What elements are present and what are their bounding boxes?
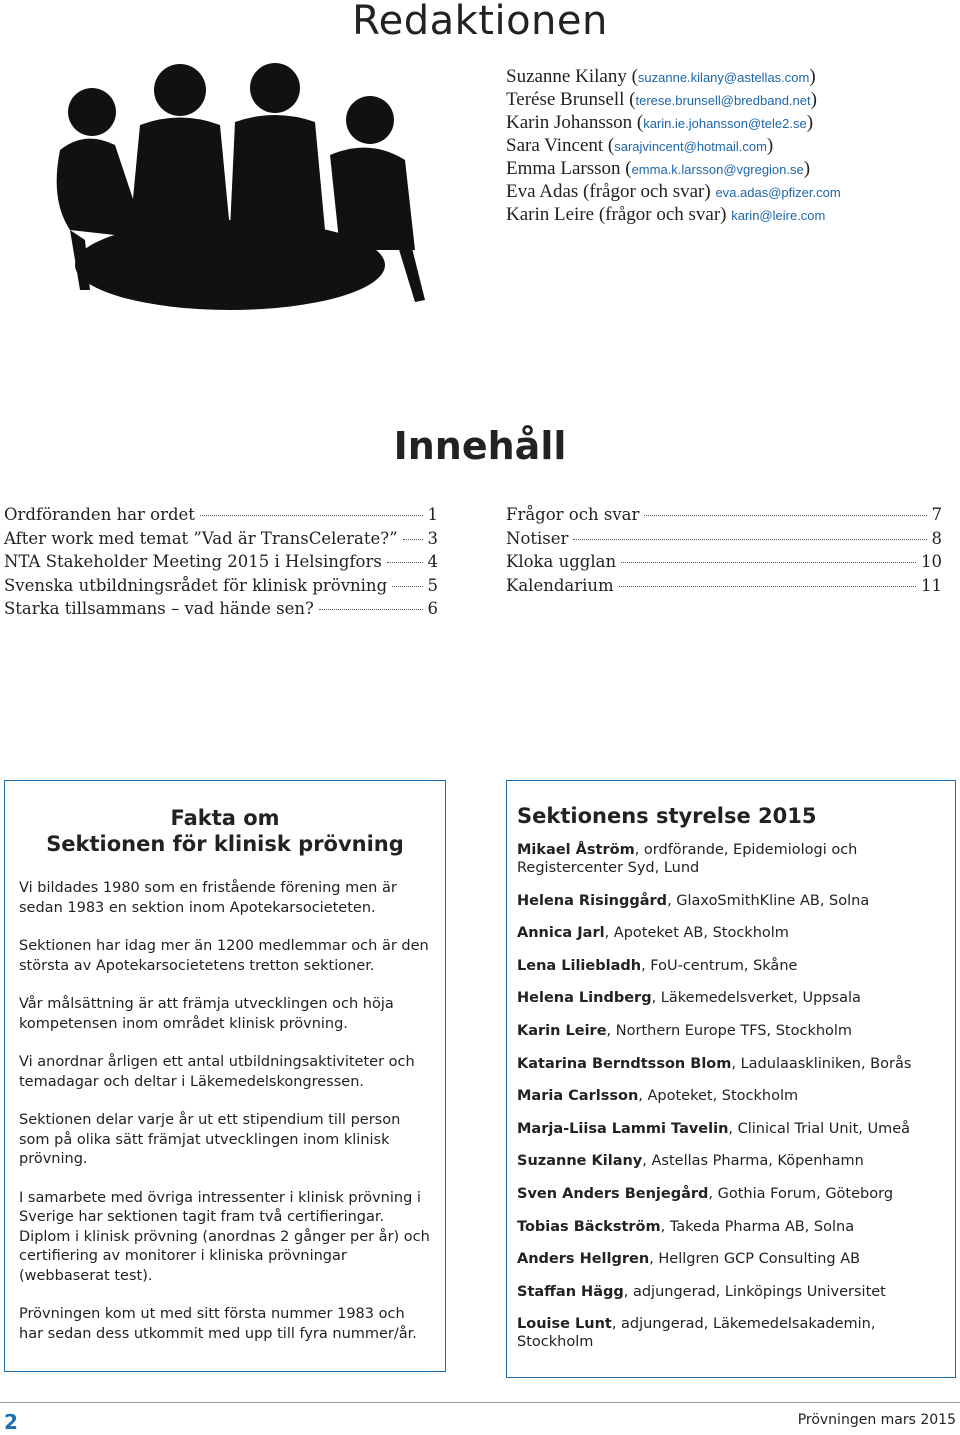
- contact-line: Terése Brunsell (terese.brunsell@bredband.net): [506, 89, 817, 110]
- page-number: 2: [4, 1410, 18, 1434]
- page-title: Redaktionen: [352, 0, 608, 44]
- email-link[interactable]: eva.adas@pfizer.com: [715, 185, 841, 200]
- board-member: Anders Hellgren, Hellgren GCP Consulting AB: [517, 1251, 861, 1268]
- board-member: Suzanne Kilany, Astellas Pharma, Köpenhamn: [517, 1153, 864, 1170]
- contact-line: Emma Larsson (emma.k.larsson@vgregion.se): [506, 158, 811, 179]
- board-member: Annica Jarl, Apoteket AB, Stockholm: [517, 925, 789, 942]
- board-member: Staffan Hägg, adjungerad, Linköpings Universitet: [517, 1283, 886, 1300]
- email-link[interactable]: sarajvincent@hotmail.com: [614, 139, 767, 154]
- toc-entry[interactable]: After work med temat ”Vad är TransCelerate?” 3: [4, 528, 438, 548]
- fakta-paragraph: Sektionen delar varje år ut ett stipendium till person som på olika sätt främjat utvecklingen inom klinisk prövning.: [19, 1112, 401, 1167]
- board-member: Sven Anders Benjegård, Gothia Forum, Göteborg: [517, 1185, 894, 1202]
- board-member: Lena Liliebladh, FoU-centrum, Skåne: [517, 957, 798, 974]
- editorial-contacts: [506, 66, 946, 227]
- board-member: Karin Leire, Northern Europe TFS, Stockholm: [517, 1022, 853, 1039]
- fakta-paragraph: Vi bildades 1980 som en fristående förening men är sedan 1983 en sektion inom Apotekarsocieteten.: [19, 880, 397, 916]
- board-member: Helena Lindberg, Läkemedelsverket, Uppsala: [517, 990, 861, 1007]
- fakta-box: [4, 780, 446, 1372]
- board-member-list: [517, 841, 945, 1351]
- toc-entry[interactable]: Svenska utbildningsrådet för klinisk prövning 5: [4, 575, 438, 595]
- board-member: Tobias Bäckström, Takeda Pharma AB, Solna: [517, 1218, 855, 1235]
- toc-entry[interactable]: Ordföranden har ordet 1: [4, 505, 438, 524]
- fakta-paragraph: Prövningen kom ut med sitt första nummer 1983 och har sedan dess utkommit med upp till fyra nummer/år.: [19, 1306, 417, 1342]
- contact-line: Eva Adas (frågor och svar) eva.adas@pfizer.com: [506, 181, 841, 202]
- board-member: Mikael Åström, ordförande, Epidemiologi och Registercenter Syd, Lund: [517, 842, 858, 876]
- board-member: Marja-Liisa Lammi Tavelin, Clinical Trial Unit, Umeå: [517, 1120, 911, 1137]
- toc-title: Innehåll: [393, 424, 567, 468]
- fakta-paragraph: Vi anordnar årligen ett antal utbildningsaktiviteter och temadagar och deltar i Läkemedelskongressen.: [19, 1054, 415, 1090]
- email-link[interactable]: suzanne.kilany@astellas.com: [637, 70, 810, 85]
- board-member: Katarina Berndtsson Blom, Ladulaaskliniken, Borås: [517, 1055, 912, 1072]
- publication-footer: Prövningen mars 2015: [797, 1412, 956, 1428]
- meeting-silhouette-image: [30, 50, 430, 310]
- toc-entry[interactable]: Frågor och svar 7: [506, 505, 942, 524]
- board-member: Louise Lunt, adjungerad, Läkemedelsakademin, Stockholm: [517, 1316, 876, 1351]
- toc-right-column: [506, 503, 942, 597]
- contact-line: Suzanne Kilany (suzanne.kilany@astellas.com): [506, 66, 816, 87]
- contact-line: Sara Vincent (sarajvincent@hotmail.com): [506, 135, 774, 156]
- fakta-paragraph: Sektionen har idag mer än 1200 medlemmar och är den största av Apotekarsocietetens tretton sektioner.: [19, 938, 429, 974]
- email-link[interactable]: emma.k.larsson@vgregion.se: [631, 162, 804, 177]
- board-box: [506, 780, 956, 1378]
- email-link[interactable]: karin@leire.com: [731, 208, 826, 223]
- fakta-paragraph: Vår målsättning är att främja utvecklingen och höja kompetensen inom området klinisk prövning.: [19, 996, 394, 1032]
- footer-divider: [0, 1402, 960, 1403]
- email-link[interactable]: terese.brunsell@bredband.net: [635, 93, 811, 108]
- board-member: Maria Carlsson, Apoteket, Stockholm: [517, 1088, 799, 1105]
- toc-entry[interactable]: Notiser 8: [506, 528, 942, 548]
- email-link[interactable]: karin.ie.johansson@tele2.se: [643, 116, 807, 131]
- toc-left-column: [4, 503, 438, 621]
- fakta-heading: Fakta om Sektionen för klinisk prövning: [46, 806, 404, 856]
- board-heading: Sektionens styrelse 2015: [517, 804, 817, 828]
- toc-entry[interactable]: Starka tillsammans – vad hände sen? 6: [4, 599, 438, 618]
- fakta-paragraph: I samarbete med övriga intressenter i klinisk prövning i Sverige har sektionen tagit fram två certifieringar. Diplom i klinisk prövning (anordnas 2 gånger per år) och certifiering av monitorer i kliniska prövningar (webbaserat test).: [19, 1189, 430, 1284]
- board-member: Helena Risinggård, GlaxoSmithKline AB, Solna: [517, 892, 870, 909]
- toc-entry[interactable]: NTA Stakeholder Meeting 2015 i Helsingfors 4: [4, 552, 438, 571]
- contact-line: Karin Johansson (karin.ie.johansson@tele2.se): [506, 112, 814, 133]
- contact-line: Karin Leire (frågor och svar) karin@leire.com: [506, 204, 826, 225]
- toc-entry[interactable]: Kloka ugglan 10: [506, 552, 942, 571]
- toc-entry[interactable]: Kalendarium 11: [506, 575, 942, 595]
